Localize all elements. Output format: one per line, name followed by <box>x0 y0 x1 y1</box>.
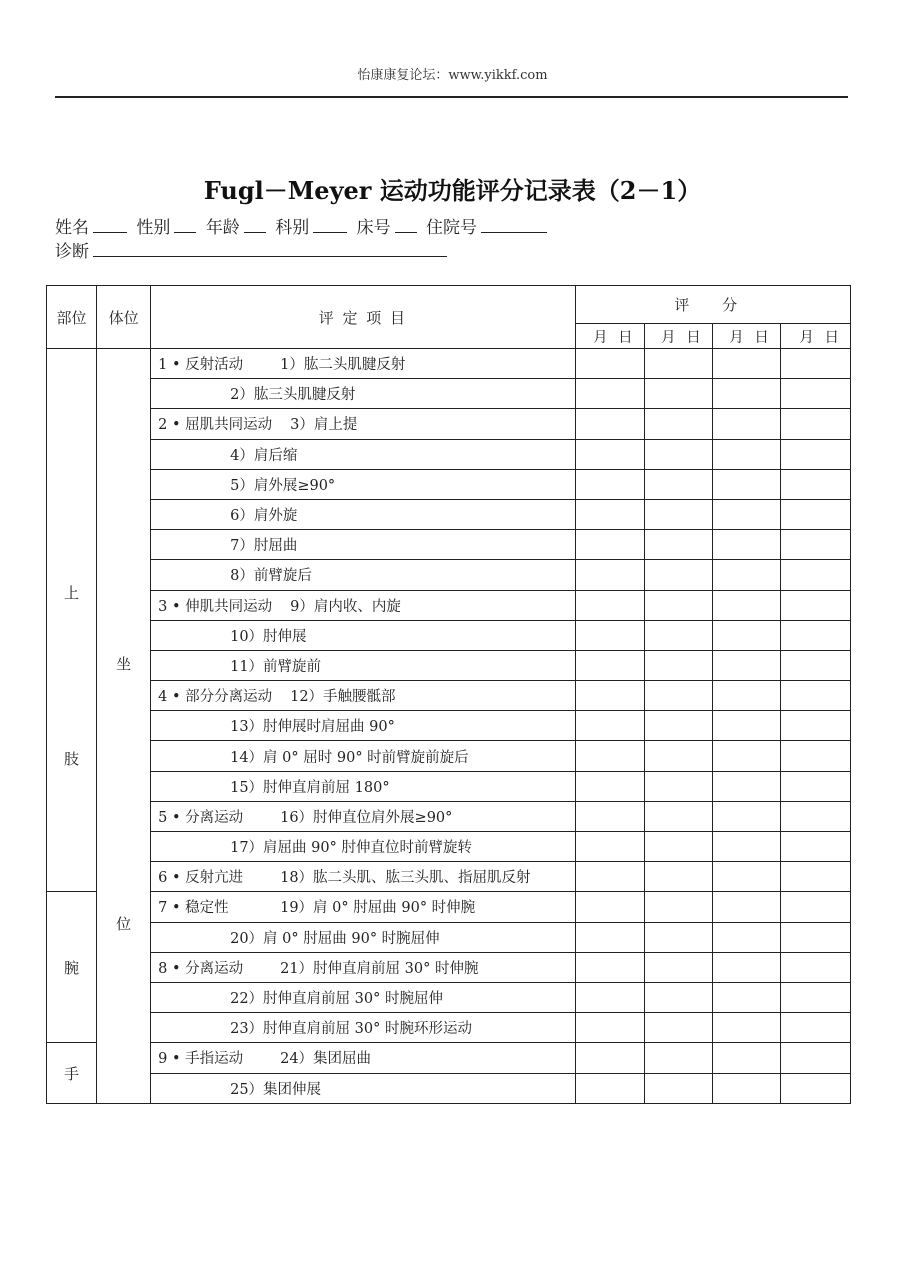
assessment-table <box>46 285 851 1104</box>
score-cell[interactable] <box>644 741 712 771</box>
item-label: 15）肘伸直肩前屈 180° <box>230 779 390 796</box>
score-cell[interactable] <box>575 439 644 469</box>
item-cell <box>151 379 576 409</box>
table-row <box>47 982 851 1012</box>
score-cell[interactable] <box>780 771 850 801</box>
score-cell[interactable] <box>644 801 712 831</box>
item-cell <box>151 952 576 982</box>
item-cell <box>151 1013 576 1043</box>
score-cell[interactable] <box>575 650 644 680</box>
item-label: 19）肩 0° 肘屈曲 90° 时伸腕 <box>280 900 476 917</box>
page-header: 怡康康复论坛：www.yikkf.com <box>357 68 548 83</box>
score-cell[interactable] <box>712 560 780 590</box>
score-cell[interactable] <box>780 499 850 529</box>
score-cell[interactable] <box>780 650 850 680</box>
item-category: 5 • 分离运动 <box>158 809 244 826</box>
header-date-3: 月 日 <box>712 324 780 349</box>
item-label: 7）肘屈曲 <box>230 538 298 555</box>
table-row <box>47 952 851 982</box>
name-label: 姓名 <box>55 218 89 238</box>
item-category: 6 • 反射亢进 <box>158 870 244 887</box>
item-label: 3）肩上提 <box>290 417 358 434</box>
score-cell[interactable] <box>575 892 644 922</box>
age-field[interactable] <box>244 217 266 233</box>
table-row <box>47 681 851 711</box>
item-category: 3 • 伸肌共同运动 <box>158 598 273 615</box>
item-cell <box>151 590 576 620</box>
header-date-1: 月 日 <box>575 324 644 349</box>
score-cell[interactable] <box>712 409 780 439</box>
item-label: 11）前臂旋前 <box>230 658 322 675</box>
score-cell[interactable] <box>780 741 850 771</box>
score-cell[interactable] <box>575 409 644 439</box>
item-cell <box>151 409 576 439</box>
score-cell[interactable] <box>780 590 850 620</box>
score-cell[interactable] <box>644 1073 712 1103</box>
score-cell[interactable] <box>780 952 850 982</box>
score-cell[interactable] <box>644 892 712 922</box>
score-cell[interactable] <box>712 1043 780 1073</box>
table-row <box>47 560 851 590</box>
item-cell <box>151 741 576 771</box>
header-date-2: 月 日 <box>644 324 712 349</box>
item-cell <box>151 711 576 741</box>
item-cell <box>151 530 576 560</box>
table-row <box>47 620 851 650</box>
score-cell[interactable] <box>575 620 644 650</box>
item-cell <box>151 560 576 590</box>
item-cell <box>151 862 576 892</box>
sex-label: 性别 <box>136 218 171 238</box>
score-cell[interactable] <box>712 349 780 379</box>
score-cell[interactable] <box>644 349 712 379</box>
score-cell[interactable] <box>644 620 712 650</box>
header-item: 评 定 项 目 <box>151 286 576 349</box>
patient-info-line <box>55 213 551 238</box>
bed-field[interactable] <box>395 217 417 233</box>
table-row <box>47 1073 851 1103</box>
item-label: 20）肩 0° 肘屈曲 90° 时腕屈伸 <box>230 930 440 947</box>
table-row <box>47 439 851 469</box>
score-cell[interactable] <box>644 832 712 862</box>
item-cell <box>151 982 576 1012</box>
header-score: 评 分 <box>575 286 850 324</box>
score-cell[interactable] <box>644 1013 712 1043</box>
item-label: 18）肱二头肌、肱三头肌、指屈肌反射 <box>280 870 531 887</box>
score-cell[interactable] <box>644 711 712 741</box>
table-row <box>47 892 851 922</box>
diagnosis-line <box>55 237 451 262</box>
table-row <box>47 469 851 499</box>
score-cell[interactable] <box>712 862 780 892</box>
part-wrist: 腕 <box>47 892 97 1043</box>
item-label: 10）肘伸展 <box>230 628 307 645</box>
score-cell[interactable] <box>575 530 644 560</box>
bed-label: 床号 <box>356 218 391 238</box>
score-cell[interactable] <box>575 801 644 831</box>
score-cell[interactable] <box>575 1043 644 1073</box>
table-row <box>47 711 851 741</box>
item-label: 23）肘伸直肩前屈 30° 时腕环形运动 <box>230 1021 472 1038</box>
position-char-1: 坐 <box>116 655 132 673</box>
item-cell <box>151 650 576 680</box>
item-cell <box>151 922 576 952</box>
score-cell[interactable] <box>780 1013 850 1043</box>
score-cell[interactable] <box>712 892 780 922</box>
score-cell[interactable] <box>780 892 850 922</box>
score-cell[interactable] <box>644 681 712 711</box>
item-cell <box>151 832 576 862</box>
score-cell[interactable] <box>575 862 644 892</box>
age-label: 年龄 <box>205 218 240 238</box>
item-label: 22）肘伸直肩前屈 30° 时腕屈伸 <box>230 991 443 1008</box>
score-cell[interactable] <box>644 469 712 499</box>
score-cell[interactable] <box>644 560 712 590</box>
score-cell[interactable] <box>780 469 850 499</box>
table-row <box>47 650 851 680</box>
score-cell[interactable] <box>712 952 780 982</box>
score-cell[interactable] <box>712 379 780 409</box>
item-category: 4 • 部分分离运动 <box>158 689 273 706</box>
score-cell[interactable] <box>712 982 780 1012</box>
item-label: 24）集团屈曲 <box>280 1051 372 1068</box>
score-cell[interactable] <box>575 832 644 862</box>
item-label: 1）肱二头肌腱反射 <box>280 357 406 374</box>
score-cell[interactable] <box>575 349 644 379</box>
item-label: 14）肩 0° 屈时 90° 时前臂旋前旋后 <box>230 749 469 766</box>
header-divider <box>55 96 848 98</box>
item-label: 6）肩外旋 <box>230 508 298 525</box>
table-row <box>47 771 851 801</box>
item-category: 7 • 稳定性 <box>158 900 229 917</box>
score-cell[interactable] <box>712 469 780 499</box>
dept-field[interactable] <box>313 217 347 233</box>
item-label: 13）肘伸展时肩屈曲 90° <box>230 719 395 736</box>
table-row <box>47 862 851 892</box>
item-cell <box>151 681 576 711</box>
table-row <box>47 379 851 409</box>
score-cell[interactable] <box>780 681 850 711</box>
table-row <box>47 499 851 529</box>
part-upper-char: 上 <box>64 584 80 602</box>
score-cell[interactable] <box>644 771 712 801</box>
score-cell[interactable] <box>575 922 644 952</box>
item-label: 2）肱三头肌腱反射 <box>230 387 356 404</box>
score-cell[interactable] <box>575 469 644 499</box>
table-row <box>47 1013 851 1043</box>
score-cell[interactable] <box>644 439 712 469</box>
score-cell[interactable] <box>644 650 712 680</box>
score-cell[interactable] <box>644 862 712 892</box>
score-cell[interactable] <box>780 620 850 650</box>
item-cell <box>151 439 576 469</box>
part-upper-limb <box>47 349 97 892</box>
item-label: 25）集团伸展 <box>230 1081 322 1098</box>
item-label: 21）肘伸直肩前屈 30° 时伸腕 <box>280 960 479 977</box>
item-cell <box>151 620 576 650</box>
score-cell[interactable] <box>712 771 780 801</box>
item-label: 9）肩内收、内旋 <box>290 598 401 615</box>
header-date-4: 月 日 <box>780 324 850 349</box>
item-label: 17）肩屈曲 90° 肘伸直位时前臂旋转 <box>230 840 472 857</box>
score-cell[interactable] <box>575 982 644 1012</box>
score-cell[interactable] <box>780 439 850 469</box>
score-cell[interactable] <box>780 379 850 409</box>
item-label: 4）肩后缩 <box>230 447 298 464</box>
score-cell[interactable] <box>575 379 644 409</box>
score-cell[interactable] <box>712 620 780 650</box>
score-cell[interactable] <box>780 530 850 560</box>
score-cell[interactable] <box>780 409 850 439</box>
score-cell[interactable] <box>780 832 850 862</box>
item-cell <box>151 349 576 379</box>
table-row <box>47 922 851 952</box>
table-row <box>47 530 851 560</box>
item-label: 5）肩外展≥90° <box>230 477 336 494</box>
score-cell[interactable] <box>780 560 850 590</box>
table-row <box>47 349 851 379</box>
name-field[interactable] <box>93 217 127 233</box>
score-cell[interactable] <box>644 379 712 409</box>
score-cell[interactable] <box>644 590 712 620</box>
item-category: 9 • 手指运动 <box>158 1051 244 1068</box>
score-cell[interactable] <box>780 711 850 741</box>
score-cell[interactable] <box>644 409 712 439</box>
score-cell[interactable] <box>712 439 780 469</box>
score-cell[interactable] <box>575 560 644 590</box>
item-category: 1 • 反射活动 <box>158 357 244 374</box>
score-cell[interactable] <box>780 922 850 952</box>
score-cell[interactable] <box>575 952 644 982</box>
score-cell[interactable] <box>575 681 644 711</box>
score-cell[interactable] <box>575 771 644 801</box>
item-cell <box>151 1043 576 1073</box>
score-cell[interactable] <box>575 499 644 529</box>
header-position: 体位 <box>97 286 151 349</box>
score-cell[interactable] <box>644 499 712 529</box>
score-cell[interactable] <box>575 741 644 771</box>
score-cell[interactable] <box>780 349 850 379</box>
dept-label: 科别 <box>275 218 310 238</box>
score-cell[interactable] <box>575 590 644 620</box>
item-cell <box>151 771 576 801</box>
item-cell <box>151 499 576 529</box>
table-row <box>47 590 851 620</box>
score-cell[interactable] <box>575 1013 644 1043</box>
score-cell[interactable] <box>712 530 780 560</box>
score-cell[interactable] <box>712 832 780 862</box>
score-cell[interactable] <box>575 711 644 741</box>
score-cell[interactable] <box>712 1073 780 1103</box>
score-cell[interactable] <box>644 952 712 982</box>
score-cell[interactable] <box>575 1073 644 1103</box>
page-title: Fugl－Meyer 运动功能评分记录表（2－1） <box>203 176 702 205</box>
score-cell[interactable] <box>644 982 712 1012</box>
part-limb-char: 肢 <box>64 750 80 768</box>
table-row <box>47 801 851 831</box>
score-cell[interactable] <box>780 1073 850 1103</box>
diagnosis-label: 诊断 <box>55 242 89 262</box>
item-category: 8 • 分离运动 <box>158 960 244 977</box>
table-row <box>47 741 851 771</box>
score-cell[interactable] <box>712 499 780 529</box>
position-char-2: 位 <box>116 915 132 933</box>
item-cell <box>151 801 576 831</box>
admission-label: 住院号 <box>426 218 478 238</box>
header-part: 部位 <box>47 286 97 349</box>
score-cell[interactable] <box>780 862 850 892</box>
score-cell[interactable] <box>712 741 780 771</box>
score-cell[interactable] <box>712 590 780 620</box>
score-cell[interactable] <box>780 1043 850 1073</box>
item-cell <box>151 892 576 922</box>
item-label: 16）肘伸直位肩外展≥90° <box>280 809 453 826</box>
score-cell[interactable] <box>712 650 780 680</box>
score-cell[interactable] <box>644 1043 712 1073</box>
score-cell[interactable] <box>780 982 850 1012</box>
score-cell[interactable] <box>712 922 780 952</box>
score-cell[interactable] <box>712 1013 780 1043</box>
score-cell[interactable] <box>712 801 780 831</box>
item-label: 8）前臂旋后 <box>230 568 312 585</box>
position-sitting <box>97 349 151 1104</box>
score-cell[interactable] <box>644 922 712 952</box>
score-cell[interactable] <box>644 530 712 560</box>
part-hand: 手 <box>47 1043 97 1103</box>
item-category: 2 • 屈肌共同运动 <box>158 417 273 434</box>
score-cell[interactable] <box>712 711 780 741</box>
table-row <box>47 409 851 439</box>
item-cell <box>151 469 576 499</box>
item-label: 12）手触腰骶部 <box>290 689 396 706</box>
score-cell[interactable] <box>712 681 780 711</box>
diagnosis-field[interactable] <box>93 241 447 257</box>
admission-field[interactable] <box>481 217 547 233</box>
table-row <box>47 832 851 862</box>
table-row <box>47 1043 851 1073</box>
item-cell <box>151 1073 576 1103</box>
sex-field[interactable] <box>174 217 196 233</box>
score-cell[interactable] <box>780 801 850 831</box>
